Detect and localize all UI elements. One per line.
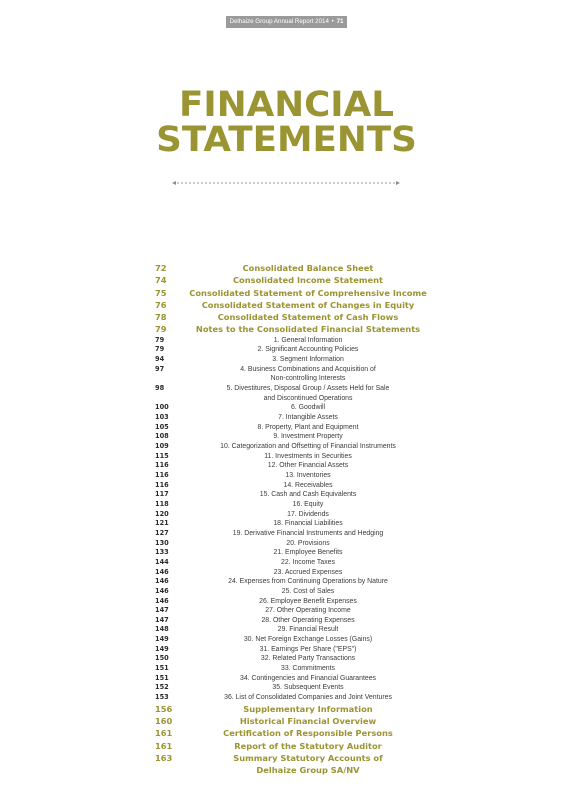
toc-entry-label-line-1: Consolidated Balance Sheet: [242, 263, 374, 273]
toc-entry-label-line-1: 31. Earnings Per Share ("EPS"): [259, 645, 357, 653]
toc-entry-label: [155, 752, 427, 777]
toc-entry-label: [155, 715, 427, 727]
toc-entry-label-line-1: 14. Receivables: [283, 481, 333, 489]
report-title: Delhaize Group Annual Report 2014: [229, 18, 329, 25]
toc-entry-label: [155, 274, 427, 286]
toc-entry[interactable]: [155, 442, 427, 452]
toc-page-number: 79: [155, 324, 167, 335]
toc-page-number: 109: [155, 442, 169, 450]
toc-entry-label: [155, 606, 427, 616]
toc-entry-label: [155, 703, 427, 715]
toc-entry[interactable]: [155, 403, 427, 413]
toc-entry-label: [155, 423, 427, 433]
toc-entry-label: [155, 519, 427, 529]
toc-page-number: 161: [155, 740, 173, 751]
toc-entry[interactable]: [155, 683, 427, 693]
toc-entry[interactable]: [155, 529, 427, 539]
toc-page-number: 120: [155, 509, 169, 518]
toc-page-number: 116: [155, 461, 169, 470]
toc-page-number: 151: [155, 664, 169, 673]
toc-entry-label-line-1: 28. Other Operating Expenses: [261, 616, 355, 624]
toc-page-number: 148: [155, 625, 169, 634]
toc-page-number: 146: [155, 586, 169, 595]
toc-entry-label-line-1: 26. Employee Benefit Expenses: [259, 597, 357, 605]
toc-page-number: 149: [155, 644, 169, 653]
toc-page-number: 151: [155, 673, 169, 682]
toc-entry-label: [155, 674, 427, 684]
toc-entry[interactable]: [155, 345, 427, 355]
toc-entry-label: [155, 413, 427, 423]
toc-entry-label-line-1: 2. Significant Accounting Policies: [257, 346, 359, 354]
toc-page-number: 118: [155, 499, 169, 508]
toc-entry-label-line-1: 29. Financial Result: [277, 626, 339, 634]
toc-page-number: 108: [155, 432, 169, 441]
toc-entry[interactable]: [155, 727, 427, 739]
toc-entry-label-line-2: Delhaize Group SA/NV: [256, 765, 360, 776]
toc-entry[interactable]: [155, 384, 427, 403]
toc-entry[interactable]: [155, 500, 427, 510]
toc-entry[interactable]: [155, 413, 427, 423]
toc-page-number: 146: [155, 567, 169, 576]
toc-entry[interactable]: [155, 287, 427, 299]
toc-entry-label-line-1: 32. Related Party Transactions: [260, 655, 356, 663]
toc-entry[interactable]: [155, 606, 427, 616]
toc-page-number: 127: [155, 528, 169, 537]
toc-entry[interactable]: [155, 654, 427, 664]
toc-entry[interactable]: [155, 510, 427, 520]
toc-entry-label-line-1: 34. Contingencies and Financial Guarantees: [240, 674, 376, 682]
toc-page-number: 152: [155, 683, 169, 692]
toc-page-number: 160: [155, 716, 173, 727]
toc-entry-label: [155, 727, 427, 739]
toc-entry-label: [155, 635, 427, 645]
toc-page-number: 161: [155, 728, 173, 739]
toc-entry[interactable]: [155, 740, 427, 752]
toc-entry-label-line-1: 33. Commitments: [281, 665, 335, 673]
toc-entry-label-line-2: Non-controlling Interests: [270, 375, 346, 383]
header-page-number: 71: [336, 18, 344, 25]
toc-entry[interactable]: [155, 423, 427, 433]
toc-page-number: 74: [155, 275, 167, 286]
toc-page-number: 105: [155, 422, 169, 431]
toc-entry-label: [155, 345, 427, 355]
toc-entry[interactable]: [155, 365, 427, 384]
toc-entry-label-line-1: 19. Derivative Financial Instruments and Hedging: [232, 529, 384, 537]
toc-entry-label-line-1: 18. Financial Liabilities: [273, 520, 343, 528]
toc-entry[interactable]: [155, 355, 427, 365]
toc-entry-label-line-1: Consolidated Statement of Cash Flows: [217, 312, 399, 323]
toc-entry-label: [155, 510, 427, 520]
toc-page-number: 146: [155, 596, 169, 605]
toc-entry-label: [155, 481, 427, 491]
toc-entry-label: [155, 740, 427, 752]
toc-entry[interactable]: [155, 715, 427, 727]
toc-page-number: 78: [155, 312, 167, 323]
toc-page-number: 72: [155, 263, 167, 273]
toc-entry[interactable]: [155, 635, 427, 645]
toc-entry-label-line-1: 6. Goodwill: [290, 404, 326, 412]
toc-entry[interactable]: [155, 616, 427, 626]
toc-entry-label-line-1: Consolidated Income Statement: [232, 275, 384, 286]
toc-entry-label: [155, 432, 427, 442]
toc-entry-label-line-1: 16. Equity: [292, 500, 324, 508]
toc-entry-label: [155, 299, 427, 311]
toc-entry-label-line-1: Report of the Statutory Auditor: [234, 740, 382, 751]
toc-page-number: 98: [155, 384, 165, 393]
toc-entry[interactable]: [155, 703, 427, 715]
toc-entry-label-line-1: Consolidated Statement of Comprehensive Income: [189, 287, 427, 298]
toc-page-number: 153: [155, 693, 169, 702]
toc-entry-label-line-1: 36. List of Consolidated Companies and Joint Ventures: [224, 694, 392, 702]
toc-entry[interactable]: [155, 452, 427, 462]
toc-entry[interactable]: [155, 625, 427, 635]
toc-entry-label-line-1: 27. Other Operating Income: [265, 607, 351, 615]
toc-entry-label-line-1: 24. Expenses from Continuing Operations by Nature: [228, 578, 388, 586]
toc-entry-label: [155, 587, 427, 597]
toc-entry-label: [155, 664, 427, 674]
toc-entry-label: [155, 597, 427, 607]
toc-entry-label: [155, 548, 427, 558]
toc-entry-label: [155, 365, 427, 384]
toc-entry-label: [155, 311, 427, 323]
toc-entry-label-line-1: 23. Accrued Expenses: [273, 568, 343, 576]
toc-entry-label: [155, 490, 427, 500]
toc-entry-label-line-1: 12. Other Financial Assets: [267, 462, 349, 470]
toc-entry-label: [155, 403, 427, 413]
toc-page-number: 149: [155, 635, 169, 644]
toc-entry-label-line-1: 3. Segment Information: [272, 356, 344, 364]
running-header: [226, 16, 347, 28]
toc-page-number: 79: [155, 345, 165, 354]
toc-entry-label-line-1: Supplementary Information: [243, 703, 373, 714]
toc-page-number: 115: [155, 451, 169, 460]
toc-entry-label-line-1: 15. Cash and Cash Equivalents: [259, 491, 357, 499]
toc-entry-label-line-1: 21. Employee Benefits: [273, 549, 343, 557]
toc-entry[interactable]: [155, 432, 427, 442]
toc-page-number: 144: [155, 557, 169, 566]
toc-page-number: 97: [155, 364, 165, 373]
toc-entry-label-line-1: 11. Investments in Securities: [264, 452, 352, 460]
toc-entry-label: [155, 683, 427, 693]
toc-entry[interactable]: [155, 323, 427, 335]
toc-page-number: 116: [155, 470, 169, 479]
toc-entry-label: [155, 645, 427, 655]
toc-entry[interactable]: [155, 311, 427, 323]
toc-entry-label-line-1: 1. General Information: [273, 336, 343, 344]
toc-entry-label: [155, 654, 427, 664]
toc-entry[interactable]: [155, 664, 427, 674]
toc-page-number: 156: [155, 703, 173, 714]
toc-entry[interactable]: [155, 262, 427, 274]
toc-entry[interactable]: [155, 568, 427, 578]
toc-entry-label: [155, 625, 427, 635]
toc-entry-label-line-2: and Discontinued Operations: [263, 394, 353, 402]
toc-page-number: 163: [155, 752, 173, 763]
header-separator: •: [331, 18, 334, 25]
toc-page-number: 94: [155, 355, 165, 364]
toc-page-number: 147: [155, 606, 169, 615]
toc-entry[interactable]: [155, 558, 427, 568]
toc-entry-label: [155, 539, 427, 549]
toc-entry-label: [155, 529, 427, 539]
toc-entry[interactable]: [155, 693, 427, 703]
toc-entry-label-line-1: 10. Categorization and Offsetting of Financial Instruments: [220, 443, 396, 450]
toc-entry[interactable]: [155, 519, 427, 529]
toc-entry-label: [155, 442, 427, 452]
toc-page-number: 146: [155, 577, 169, 586]
toc-page-number: 150: [155, 654, 169, 663]
toc-entry-label-line-1: Certification of Responsible Persons: [223, 728, 393, 739]
toc-page-number: 117: [155, 490, 169, 499]
toc-entry-label-line-1: Consolidated Statement of Changes in Equity: [201, 299, 415, 310]
toc-entry[interactable]: [155, 471, 427, 481]
toc-entry-label-line-1: 35. Subsequent Events: [272, 684, 344, 692]
toc-entry-label: [155, 355, 427, 365]
table-of-contents: [155, 262, 427, 777]
toc-entry[interactable]: [155, 577, 427, 587]
toc-entry[interactable]: [155, 274, 427, 286]
toc-page-number: 147: [155, 615, 169, 624]
toc-entry-label: [155, 568, 427, 578]
toc-entry-label-line-1: Notes to the Consolidated Financial Statements: [195, 324, 421, 335]
page-title: [0, 85, 573, 160]
toc-entry-label: [155, 323, 427, 335]
toc-entry-label: [155, 384, 427, 403]
toc-entry-label-line-1: 9. Investment Property: [273, 433, 343, 441]
toc-entry-label-line-1: 7. Intangible Assets: [278, 414, 338, 422]
toc-entry-label-line-1: Historical Financial Overview: [239, 716, 377, 727]
toc-entry-label: [155, 262, 427, 274]
toc-entry[interactable]: [155, 752, 427, 777]
toc-entry[interactable]: [155, 548, 427, 558]
toc-entry[interactable]: [155, 461, 427, 471]
toc-entry-label-line-1: 30. Net Foreign Exchange Losses (Gains): [243, 636, 373, 644]
toc-entry-label-line-1: 8. Property, Plant and Equipment: [257, 423, 359, 431]
toc-page-number: 103: [155, 413, 169, 422]
toc-entry-label: [155, 616, 427, 626]
toc-entry[interactable]: [155, 587, 427, 597]
toc-entry[interactable]: [155, 674, 427, 684]
toc-entry-label-line-1: Summary Statutory Accounts of: [233, 752, 383, 763]
dotted-divider: [172, 180, 400, 186]
toc-entry[interactable]: [155, 481, 427, 491]
toc-entry-label: [155, 452, 427, 462]
toc-entry[interactable]: [155, 645, 427, 655]
toc-page-number: 133: [155, 548, 169, 557]
toc-entry[interactable]: [155, 539, 427, 549]
toc-entry-label: [155, 558, 427, 568]
toc-page-number: 79: [155, 335, 165, 344]
toc-entry[interactable]: [155, 336, 427, 346]
toc-entry-label: [155, 471, 427, 481]
toc-entry[interactable]: [155, 299, 427, 311]
toc-entry-label-line-1: 4. Business Combinations and Acquisition of: [240, 365, 376, 373]
toc-entry-label: [155, 693, 427, 703]
toc-entry-label: [155, 461, 427, 471]
page-title-line-2: STATEMENTS: [156, 120, 417, 160]
toc-page-number: 75: [155, 287, 167, 298]
toc-page-number: 130: [155, 538, 169, 547]
toc-entry[interactable]: [155, 597, 427, 607]
page-title-line-1: FINANCIAL: [179, 85, 394, 125]
toc-entry-label-line-1: 5. Divestitures, Disposal Group / Assets Held for Sale: [226, 385, 390, 393]
toc-entry-label-line-1: 22. Income Taxes: [281, 558, 335, 566]
toc-page-number: 121: [155, 519, 169, 528]
toc-page-number: 76: [155, 299, 167, 310]
toc-entry[interactable]: [155, 490, 427, 500]
toc-page-number: 100: [155, 403, 169, 412]
toc-entry-label-line-1: 25. Cost of Sales: [281, 587, 335, 595]
toc-entry-label: [155, 287, 427, 299]
toc-entry-label-line-1: 17. Dividends: [287, 510, 329, 518]
toc-page-number: 116: [155, 480, 169, 489]
toc-entry-label-line-1: 20. Provisions: [286, 539, 330, 547]
toc-entry-label: [155, 336, 427, 346]
toc-entry-label: [155, 577, 427, 587]
toc-entry-label-line-1: 13. Inventories: [285, 471, 331, 479]
toc-entry-label: [155, 500, 427, 510]
